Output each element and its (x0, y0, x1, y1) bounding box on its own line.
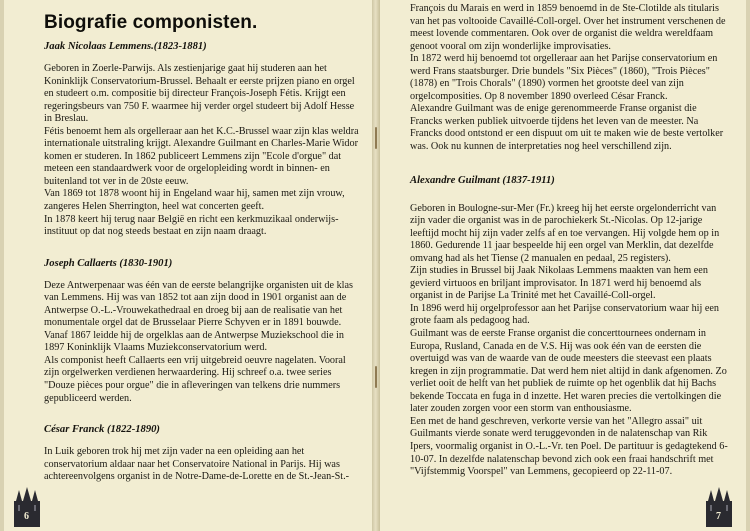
paragraph: In 1878 keert hij terug naar België en richt een kerkmuzikaal onderwijs-instituut op dat nog steeds bestaat en zijn naam draagt. (44, 213, 339, 238)
paragraph: In Luik geboren trok hij met zijn vader na een opleiding aan het conservatorium aldaar naar het Conservatoire National in Parijs. Hij was achtereenvolgens organist in de Notre-Dame-de-Lorette en de St.-Jean-St.- (44, 446, 350, 483)
staple (372, 127, 380, 149)
paragraph: Guilmant was de eerste Franse organist die concerttournees ondernam in Europa, Rusland, Canada en de V.S. Hij was ook één van de eersten die overtuigd was van de waarde van de oude meesters die steevast een plaats kregen in zijn programmatie. Dat werd hem niet altijd in dank afgenomen. Zo verliet ooit de helft van het publiek de ruimte op het ogenblik dat hij Bachs bekende Toccata en fuga in d inzette. Het waren precies die vertolkingen die later zouden zorgen voor een storm van enthousiasme. (410, 328, 727, 415)
paragraph: Als componist heeft Callaerts een vrij uitgebreid oeuvre nagelaten. Vooral zijn orgelwerken verdienen herwaardering. Hij schreef o.a. twee series "Douze pièces pour orgue" die in afleveringen van telkens drie nummers gepubliceerd werden. (44, 354, 346, 404)
left-page-content (4, 0, 372, 531)
paragraph: Vanaf 1867 leidde hij de orgelklas aan de Antwerpse Muziekschool die in 1897 Koninklijk Vlaams Muziekconservatorium werd. (44, 329, 344, 354)
section-heading-franck: César Franck (1822-1890) (44, 424, 160, 436)
right-page (380, 0, 746, 531)
section-heading-callaerts: Joseph Callaerts (1830-1901) (44, 257, 173, 269)
paragraph: In 1896 werd hij orgelprofessor aan het Parijse conservatorium waar hij een grote faam als pedagoog had. (410, 302, 720, 327)
right-page-content (380, 0, 746, 531)
paragraph: Een met de hand geschreven, verkorte versie van het "Allegro assai" uit Guilmants vierde sonate werd teruggevonden in de nalatenschap van Rik Ipers, voormalig organist in O.-L.-Vr. ten Poel. De partituur is gedagtekend 6-10-07. In dezelfde nalatenschap bevond zich ook een fraai handschrift met "Vijfstemmig Voorspel" van Lemmens, gecopieerd op 22-11-07. (410, 415, 728, 478)
paragraph: François du Marais en werd in 1859 benoemd in de Ste-Clotilde als titularis van het pas voltooide Cavaillé-Coll-orgel. Over het instrument verschenen de meest lovende commentaren. Ook over de organist die weldra wereldfaam genoot vooral om zijn wonderlijke improvisaties. (410, 3, 726, 52)
paragraph: Geboren in Zoerle-Parwijs. Als zestienjarige gaat hij studeren aan het Koninklijk Conservatorium-Brussel. Behaalt er eerste prijzen piano en orgel en studeert o.m. compositie bij directeur François-Joseph Fétis. Krijgt een regeringsbeurs van 750 F. waarmee hij verder orgel studeert bij Adolf Hesse in Breslau. (44, 63, 355, 125)
cathedral-emblem-icon (704, 487, 734, 527)
page-number: 7 (716, 511, 721, 522)
section-heading-guilmant: Alexandre Guilmant (1837-1911) (410, 174, 555, 186)
left-page (4, 0, 372, 531)
page-title: Biografie componisten. (44, 12, 258, 33)
paragraph: Geboren in Boulogne-sur-Mer (Fr.) kreeg hij het eerste orgelonderricht van zijn vader die organist was in de parochiekerk St.-Nicolas. Op 12-jarige leeftijd mocht hij zijn vader zelfs af en toe vervangen. Hij volgde hem op in 1860. Gedurende 11 jaar bespeelde hij een orgel van Merklin, dat dezelfde omvang had als het Tiense (2 manualen en pedaal, 25 registers). (410, 202, 720, 264)
paragraph: Fétis benoemt hem als orgelleraar aan het K.C.-Brussel waar zijn klas weldra internationale uitstraling krijgt. Alexandre Guilmant en Charles-Marie Widor komen er studeren. In 1862 publiceert Lemmens zijn "Ecole d'orgue" dat meteen een standaardwerk voor de orgelopleiding wordt in binnen- en buitenland tot ver in de 20ste eeuw. (44, 125, 359, 187)
paragraph: Van 1869 tot 1878 woont hij in Engeland waar hij, samen met zijn vrouw, zangeres Helen Sherrington, heel wat concerten geeft. (44, 188, 345, 213)
paragraph: Deze Antwerpenaar was één van de eerste belangrijke organisten uit de klas van Lemmens. Hij was van 1852 tot aan zijn dood in 1901 organist aan de Antwerpse O.-L.-Vrouwekathedraal en droeg bij aan de realisatie van het monumentale orgel dat de Brusselaar Pierre Schyven er in 1891 bouwde. (44, 279, 353, 329)
binding-gutter (372, 0, 380, 531)
cathedral-emblem-icon (12, 487, 42, 527)
paragraph: Alexandre Guilmant was de enige gerenommeerde Franse organist die Francks werken publiek uitvoerde tijdens het leven van de meester. Na Francks dood ontstond er een dispuut om uit te maken wie de beste vertolker was. Ook nu kunnen de interpretaties nog heel verschillend zijn. (410, 103, 724, 153)
paragraph: Zijn studies in Brussel bij Jaak Nikolaas Lemmens maakten van hem een gevierd virtuoos en briljant improvisator. In 1871 werd hij benoemd als organist in de Parijse La Trinité met het Cavaillé-Coll-orgel. (410, 265, 708, 302)
paragraph: In 1872 werd hij benoemd tot orgelleraar aan het Parijse conservatorium en werd Frans staatsburger. Drie bundels "Six Pièces" (1860), "Trois Pièces" (1878) en "Trois Chorals" (1890) vormen het grootste deel van zijn orgelcomposities. Op 8 november 1890 overleed César Franck. (410, 53, 718, 102)
staple (372, 366, 380, 388)
page-number: 6 (24, 511, 29, 522)
section-heading-lemmens: Jaak Nicolaas Lemmens.(1823-1881) (44, 41, 207, 52)
